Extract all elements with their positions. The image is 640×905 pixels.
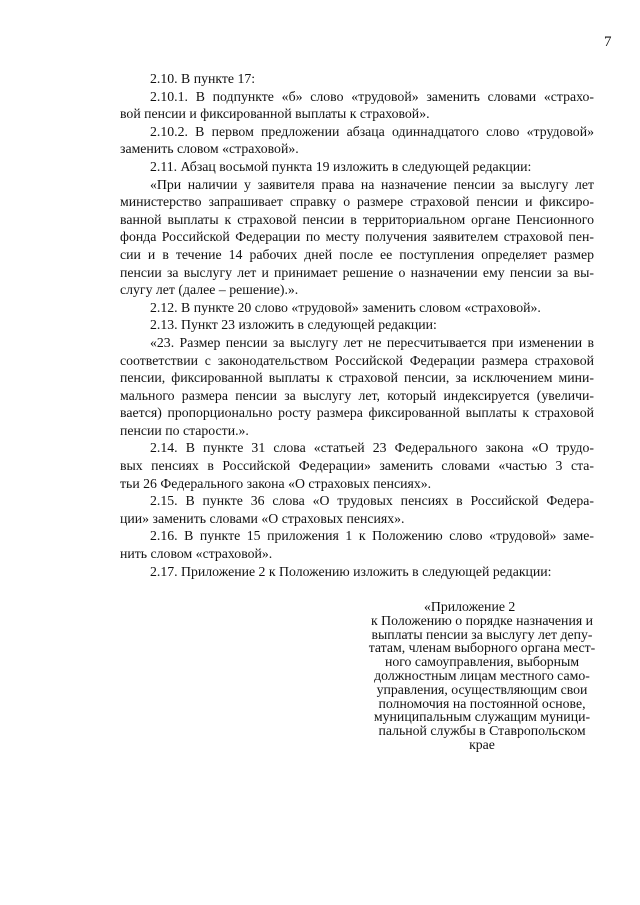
appendix-line: должностным лицам местного само- (374, 667, 590, 683)
paragraph-line: мального размера пенсии за выслугу лет, который индексируется (увеличи- (120, 387, 594, 403)
paragraph-line: 2.17. Приложение 2 к Положению изложить в следующей редакции: (150, 563, 552, 579)
paragraph-line: ванной выплаты к страховой пенсии в территориальном органе Пенсионного (120, 211, 594, 227)
paragraph-line: 2.15. В пункте 36 слова «О трудовых пенсиях в Российской Федера- (150, 493, 594, 509)
appendix-line: муниципальным служащим муници- (373, 709, 591, 725)
paragraph-line: 2.10.2. В первом предложении абзаца одиннадцатого слово «трудовой» (150, 123, 594, 139)
paragraph-line: пенсии за выслугу лет и принимает решение о назначении ему пенсии за вы- (120, 264, 594, 280)
appendix-header-block (364, 600, 600, 752)
document-body (120, 70, 594, 580)
paragraph-line: вой пенсии и фиксированной выплаты к страховой». (120, 106, 430, 122)
paragraph-line: соответствии с законодательством Российской Федерации размера страховой (120, 352, 594, 368)
paragraph-line: тьи 26 Федерального закона «О страховых пенсиях». (120, 475, 432, 491)
appendix-line: к Положению о порядке назначения и (370, 612, 594, 628)
paragraph-line: пенсии по старости.». (120, 422, 249, 438)
paragraph-line: «При наличии у заявителя права на назначение пенсии за выслугу лет (150, 176, 594, 192)
paragraph-line: «23. Размер пенсии за выслугу лет не пересчитывается при изменении в (150, 334, 594, 350)
paragraph-line: вается) пропорционально росту размера фиксированной выплаты к страховой (120, 405, 594, 421)
paragraph-line: 2.11. Абзац восьмой пункта 19 изложить в следующей редакции: (150, 158, 532, 174)
appendix-line: пальной службы в Ставропольском (378, 723, 586, 739)
paragraph-line: заменить словом «страховой». (120, 141, 299, 157)
appendix-line: полномочия на постоянной основе, (378, 695, 586, 711)
appendix-line: ного самоуправления, выборным (384, 654, 580, 670)
appendix-line: татам, членам выборного органа мест- (368, 640, 596, 656)
appendix-title: «Приложение 2 (424, 599, 516, 614)
paragraph-line: 2.13. Пункт 23 изложить в следующей редакции: (150, 317, 437, 333)
page-number: 7 (604, 34, 612, 50)
paragraph-line: пенсии, фиксированной выплаты к страховой пенсии, за исключением мини- (120, 370, 594, 386)
appendix-line: крае (469, 736, 495, 752)
appendix-line: управления, осуществляющим свои (376, 681, 588, 697)
paragraph-line: слугу лет (далее – решение).». (120, 282, 299, 298)
paragraph-line: министерство запрашивает справку о размере страховой пенсии и фиксиро- (120, 194, 594, 210)
paragraph-line: 2.14. В пункте 31 слова «статьей 23 Федерального закона «О трудо- (150, 440, 594, 456)
paragraph-line: 2.12. В пункте 20 слово «трудовой» заменить словом «страховой». (150, 299, 541, 315)
paragraph-line: сии и в течение 14 рабочих дней после ее поступления определяет размер (120, 246, 594, 262)
paragraph-line: 2.10. В пункте 17: (150, 71, 256, 86)
paragraph-line: фонда Российской Федерации по месту получения заявителем страховой пен- (120, 229, 594, 245)
paragraph-line: 2.16. В пункте 15 приложения 1 к Положению слово «трудовой» заме- (150, 528, 594, 544)
appendix-line: выплаты пенсии за выслугу лет депу- (371, 626, 593, 642)
paragraph-line: ции» заменить словами «О страховых пенсиях». (120, 510, 405, 526)
paragraph-line: вых пенсиях в Российской Федерации» заменить словами «частью 3 ста- (120, 458, 594, 474)
paragraph-line: нить словом «страховой». (120, 546, 273, 562)
paragraph-line: 2.10.1. В подпункте «б» слово «трудовой» заменить словами «страхо- (150, 88, 594, 104)
